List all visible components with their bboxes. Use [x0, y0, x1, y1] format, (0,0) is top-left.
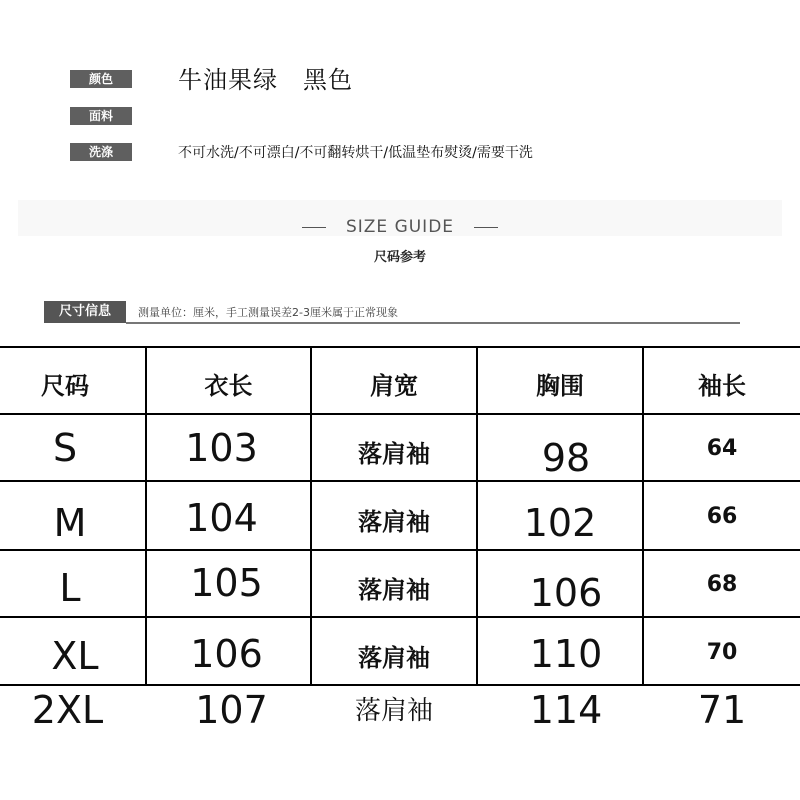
- cell-size: L: [59, 566, 81, 610]
- cell-shoulder: 落肩袖: [358, 440, 430, 468]
- cell-chest: 98: [541, 436, 591, 480]
- header-sleeve: 袖长: [698, 372, 746, 400]
- dash-right: [474, 227, 498, 228]
- cell-sleeve: 68: [706, 572, 738, 597]
- cell-sleeve: 66: [706, 504, 738, 529]
- cell-length: 106: [190, 632, 263, 676]
- cell-chest: 106: [529, 571, 603, 615]
- wash-value: 不可水洗/不可漂白/不可翻转烘干/低温垫布熨烫/需要干洗: [178, 145, 533, 161]
- fabric-label: 面料: [70, 107, 132, 125]
- size-info-tag: 尺寸信息: [44, 301, 126, 323]
- table-line: [0, 413, 800, 415]
- size-info-note: 测量单位：厘米，手工测量误差2-3厘米属于正常现象: [138, 306, 398, 319]
- cell-length: 103: [185, 426, 258, 470]
- cell-sleeve: 71: [697, 688, 747, 732]
- cell-chest: 110: [529, 632, 603, 676]
- cell-shoulder: 落肩袖: [358, 644, 430, 672]
- size-info-divider: [126, 322, 740, 324]
- cell-sleeve: 70: [706, 640, 738, 665]
- cell-length: 104: [185, 496, 258, 540]
- color-label: 颜色: [70, 70, 132, 88]
- wash-label: 洗涤: [70, 143, 132, 161]
- cell-size: S: [52, 426, 78, 470]
- header-size: 尺码: [41, 372, 89, 400]
- table-line: [0, 480, 800, 482]
- cell-size: XL: [51, 634, 99, 678]
- cell-shoulder: 落肩袖: [358, 508, 430, 536]
- header-length: 衣长: [204, 372, 253, 400]
- cell-shoulder: 落肩袖: [358, 576, 430, 604]
- header-chest: 胸围: [536, 372, 584, 400]
- cell-size: M: [53, 501, 87, 545]
- table-line: [0, 684, 800, 686]
- guide-title: [0, 217, 800, 237]
- guide-title-text: SIZE GUIDE: [345, 217, 455, 237]
- cell-length: 105: [190, 561, 263, 605]
- table-line: [0, 616, 800, 618]
- header-shoulder: 肩宽: [370, 372, 418, 400]
- cell-size: 2XL: [31, 688, 104, 732]
- cell-chest: 102: [523, 501, 597, 545]
- size-table: [0, 346, 800, 690]
- guide-subtitle: 尺码参考: [373, 250, 426, 265]
- table-line: [0, 346, 800, 348]
- table-line: [0, 549, 800, 551]
- color-value: 牛油果绿 黑色: [178, 66, 353, 94]
- cell-sleeve: 64: [706, 436, 738, 461]
- dash-left: [302, 227, 326, 228]
- cell-chest: 114: [529, 688, 603, 732]
- cell-length: 107: [195, 688, 268, 732]
- cell-shoulder: 落肩袖: [354, 696, 433, 726]
